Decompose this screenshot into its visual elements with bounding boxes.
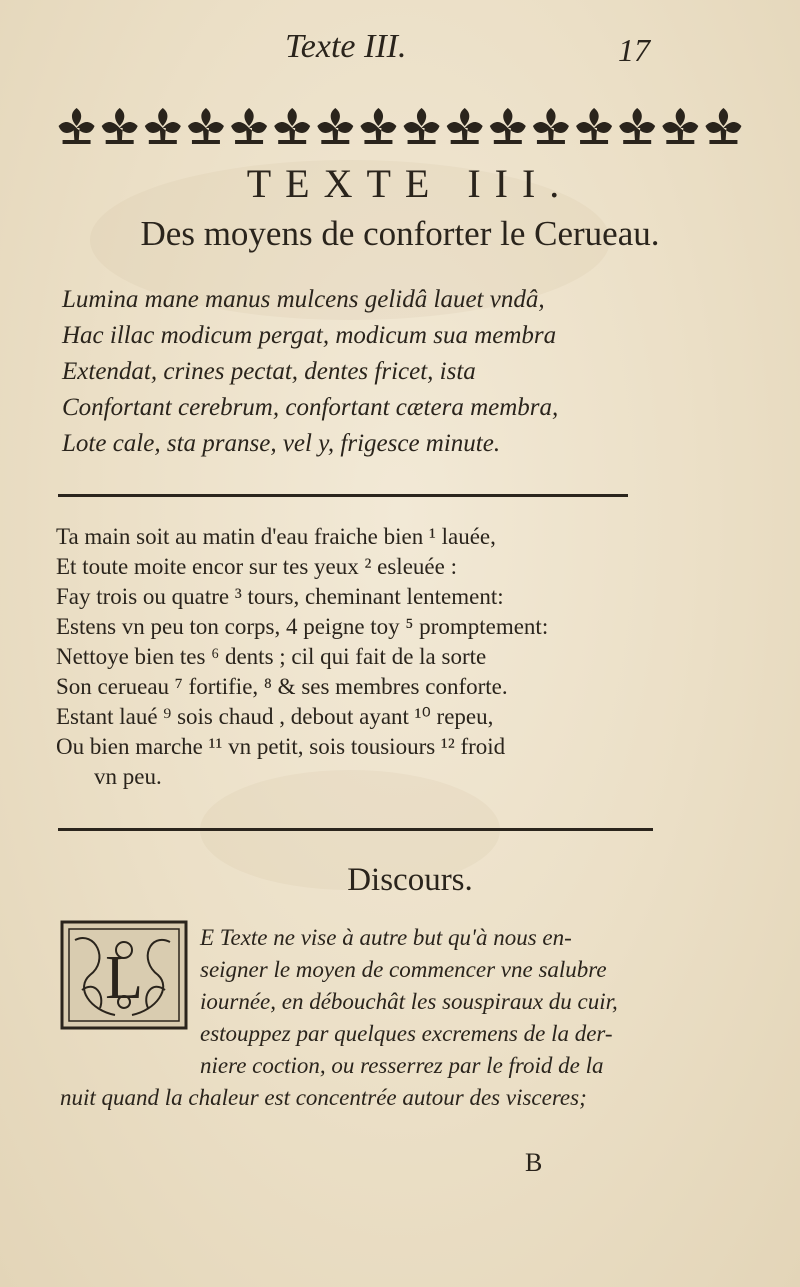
discours-heading: Discours. bbox=[347, 862, 473, 898]
french-verse-line: Nettoye bien tes ⁶ dents ; cil qui fait de la sorte bbox=[56, 644, 487, 669]
latin-verse-line: Confortant cerebrum, confortant cætera membra, bbox=[62, 394, 559, 421]
fleuron-mark bbox=[490, 108, 526, 144]
fleuron-mark bbox=[145, 108, 181, 144]
fleuron-ornament-band bbox=[55, 104, 745, 148]
french-verse-line: Son cerueau ⁷ fortifie, ⁸ & ses membres conforte. bbox=[56, 674, 508, 699]
latin-verse-line: Lumina mane manus mulcens gelidâ lauet vndâ, bbox=[62, 286, 545, 313]
fleuron-mark bbox=[102, 108, 138, 144]
fleuron-mark bbox=[447, 108, 483, 144]
fleuron-mark bbox=[576, 108, 612, 144]
fleuron-mark bbox=[188, 108, 224, 144]
french-verse-line: Ou bien marche ¹¹ vn petit, sois tousiours ¹² froid bbox=[56, 734, 506, 759]
fleuron-mark bbox=[404, 108, 440, 144]
running-title: Texte III. bbox=[285, 28, 407, 65]
french-verse-line: Estant laué ⁹ sois chaud , debout ayant ¹⁰ repeu, bbox=[56, 704, 494, 729]
commentary-paragraph bbox=[60, 922, 700, 1114]
french-verse-line: Fay trois ou quatre ³ tours, cheminant lentement: bbox=[56, 584, 504, 609]
french-verses bbox=[56, 522, 756, 792]
latin-verse-line: Lote cale, sta pranse, vel y, frigesce minute. bbox=[62, 430, 501, 457]
signature-mark: B bbox=[525, 1148, 543, 1177]
french-verse-line: Estens vn peu ton corps, 4 peigne toy ⁵ promptement: bbox=[56, 614, 549, 639]
fleuron-mark bbox=[274, 108, 310, 144]
latin-verse-line: Hac illac modicum pergat, modicum sua membra bbox=[62, 322, 557, 349]
french-verse-line: vn peu. bbox=[94, 764, 162, 789]
fleuron-mark bbox=[705, 108, 741, 144]
commentary-line: E Texte ne vise à autre but qu'à nous en- bbox=[200, 925, 572, 950]
fleuron-mark bbox=[360, 108, 396, 144]
commentary-line: niere coction, ou resserrez par le froid de la bbox=[200, 1053, 604, 1078]
commentary-line: seigner le moyen de commencer vne salubre bbox=[200, 957, 607, 982]
fleuron-mark bbox=[619, 108, 655, 144]
drop-cap-letter: L bbox=[105, 944, 143, 1012]
french-verse-line: Ta main soit au matin d'eau fraiche bien ¹ lauée, bbox=[56, 524, 496, 549]
latin-verse-line: Extendat, crines pectat, dentes fricet, ista bbox=[62, 358, 476, 385]
commentary-line: iournée, en débouchât les souspiraux du cuir, bbox=[200, 989, 618, 1014]
running-head bbox=[0, 28, 800, 78]
section-heading: TEXTE III. bbox=[246, 161, 574, 206]
fleuron-mark bbox=[533, 108, 569, 144]
commentary-line: estouppez par quelques excremens de la der- bbox=[200, 1021, 613, 1046]
horizontal-rule bbox=[58, 828, 653, 831]
latin-verses bbox=[62, 282, 752, 462]
fleuron-mark bbox=[317, 108, 353, 144]
fleuron-mark bbox=[662, 108, 698, 144]
page-number: 17 bbox=[618, 32, 650, 68]
french-verse-line: Et toute moite encor sur tes yeux ² esleuée : bbox=[56, 554, 457, 579]
fleuron-mark bbox=[59, 108, 95, 144]
section-subtitle: Des moyens de conforter le Cerueau. bbox=[140, 214, 660, 253]
horizontal-rule bbox=[58, 494, 628, 497]
fleuron-mark bbox=[231, 108, 267, 144]
commentary-line: nuit quand la chaleur est concentrée autour des visceres; bbox=[60, 1085, 587, 1110]
